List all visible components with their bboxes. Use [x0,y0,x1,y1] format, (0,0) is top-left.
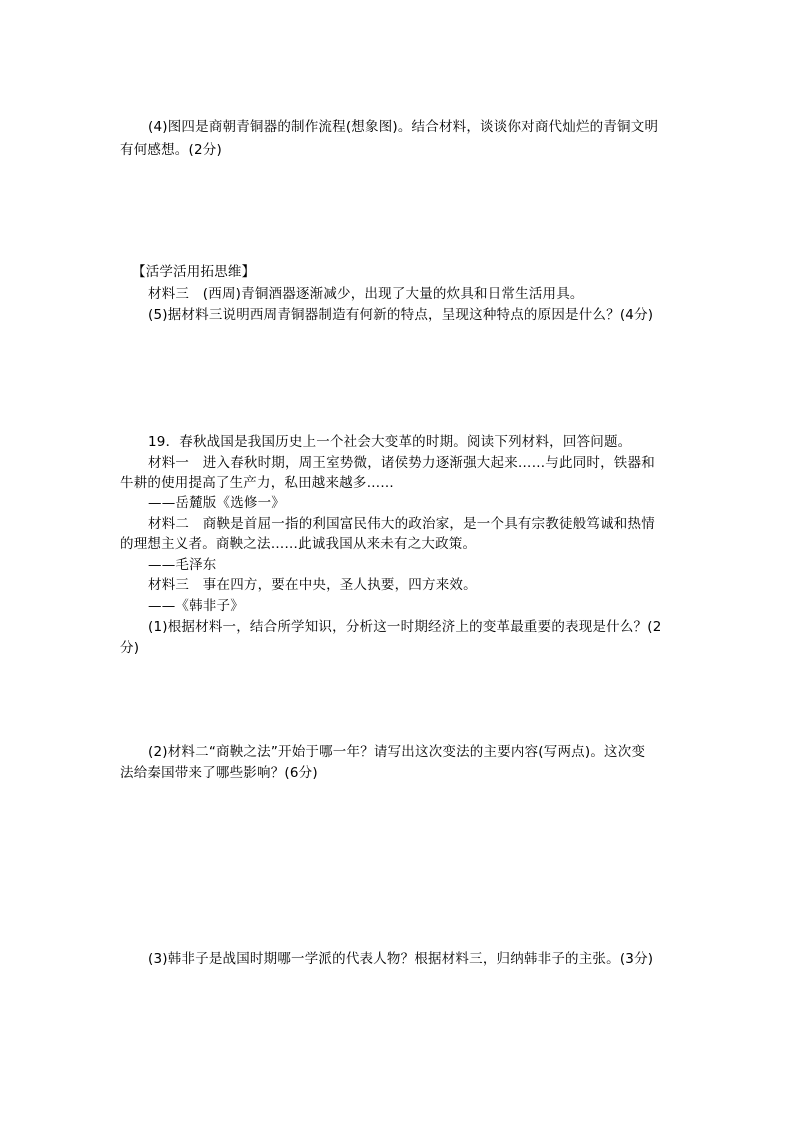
section-header: 【活学活用拓思维】 [132,264,256,280]
q19-material-1-line-2: 牛耕的使用提高了生产力，私田越来越多…… [120,475,394,491]
question-19-title: 19．春秋战国是我国历史上一个社会大变革的时期。阅读下列材料，回答问题。 [148,434,632,450]
q19-sub-1-line-1: (1)根据材料一，结合所学知识，分析这一时期经济上的变革最重要的表现是什么？(2 [148,619,662,635]
question-5: (5)据材料三说明西周青铜器制造有何新的特点，呈现这种特点的原因是什么？(4分) [148,307,654,323]
question-4-line-1: (4)图四是商朝青铜器的制作流程(想象图)。结合材料，谈谈你对商代灿烂的青铜文明 [148,119,659,135]
material-3-western-zhou: 材料三 (西周)青铜酒器逐渐减少，出现了大量的炊具和日常生活用具。 [148,286,584,302]
q19-material-1-source: ——岳麓版《选修一》 [148,495,285,511]
q19-material-1-line-1: 材料一 进入春秋时期，周王室势微，诸侯势力逐渐强大起来……与此同时，铁器和 [148,455,655,471]
q19-sub-3: (3)韩非子是战国时期哪一学派的代表人物？根据材料三，归纳韩非子的主张。(3分) [148,951,654,967]
question-4-line-2: 有何感想。(2分) [120,142,222,158]
q19-sub-2-line-1: (2)材料二“商鞅之法”开始于哪一年？请写出这次变法的主要内容(写两点)。这次变 [148,744,646,760]
q19-sub-1-line-2: 分) [120,640,140,656]
q19-material-2-line-2: 的理想主义者。商鞅之法……此诚我国从来未有之大政策。 [120,536,477,552]
q19-material-3-line-1: 材料三 事在四方，要在中央，圣人执要，四方来效。 [148,577,477,593]
q19-material-3-source: ——《韩非子》 [148,598,244,614]
q19-sub-2-line-2: 法给秦国带来了哪些影响？(6分) [120,765,318,781]
q19-material-2-line-1: 材料二 商鞅是首屈一指的利国富民伟大的政治家，是一个具有宗教徒般笃诚和热情 [148,516,655,532]
q19-material-2-source: ——毛泽东 [148,557,217,573]
